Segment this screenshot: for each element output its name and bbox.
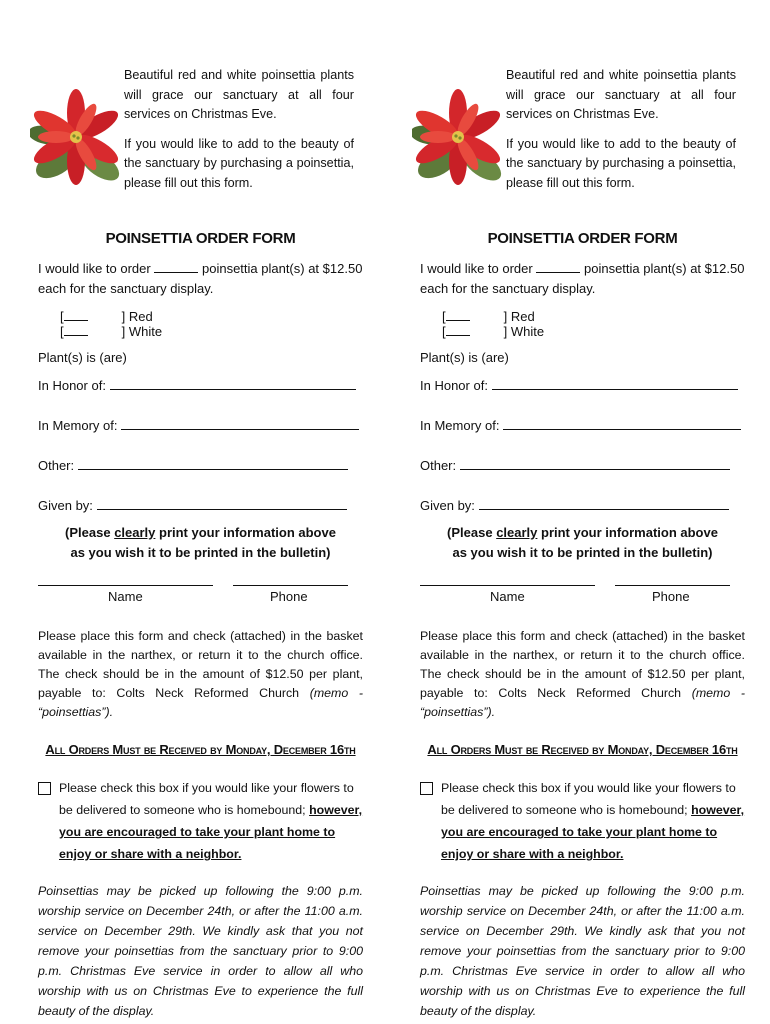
white-blank[interactable] — [64, 324, 88, 336]
instructions — [38, 627, 363, 722]
note-line-2: as you wish it to be printed in the bulletin) — [70, 545, 331, 560]
given-row — [38, 497, 363, 523]
form-header — [38, 60, 363, 208]
memory-label: In Memory of: — [420, 418, 500, 433]
honor-label: In Honor of: — [38, 378, 106, 393]
order-quantity-line — [38, 259, 363, 299]
deadline-notice: All Orders Must be Received by Monday, December 16th — [45, 742, 356, 757]
honor-label: In Honor of: — [420, 378, 488, 393]
red-label: Red — [510, 309, 535, 324]
memory-field[interactable] — [121, 417, 359, 430]
checkbox-icon[interactable] — [420, 782, 433, 795]
white-label: White — [128, 324, 163, 339]
note-prefix: (Please — [447, 525, 497, 540]
order-quantity-line — [420, 259, 745, 299]
note-suffix: print your information above — [537, 525, 718, 540]
other-row — [420, 457, 745, 497]
form-header — [420, 60, 745, 208]
homebound-option — [38, 777, 363, 865]
homebound-emphasis: however, you are encouraged to take your plant home to enjoy or share with a neighbor. — [59, 803, 363, 861]
red-choice[interactable]: [ ] Red — [442, 309, 535, 324]
honor-row — [38, 377, 363, 417]
color-choices — [60, 309, 363, 339]
intro-paragraph-2: If you would like to add to the beauty of the sanctuary by purchasing a poinsettia, please fill out this form. — [506, 136, 736, 190]
phone-label: Phone — [652, 589, 690, 604]
order-prefix: I would like to order — [420, 261, 533, 276]
phone-label: Phone — [270, 589, 308, 604]
order-form-right — [420, 60, 745, 1021]
white-label: White — [510, 324, 545, 339]
memo-text: (memo - “poinsettias”). — [38, 686, 363, 719]
poinsettia-icon — [412, 82, 504, 192]
red-label: Red — [128, 309, 153, 324]
signature-lines — [420, 585, 745, 627]
honor-field[interactable] — [110, 377, 356, 390]
pickup-info: Poinsettias may be picked up following the 9:00 p.m. worship service on December 24th, or after the 11:00 a.m. service on December 29th. We kindly ask that you not remove your poinsettias from the sanctuary prior to 9:00 p.m. Christmas Eve service in order to allow all who worship with us on Christmas Eve to experience the full beauty of the display. — [420, 884, 745, 1018]
phone-field[interactable] — [615, 585, 730, 586]
name-label: Name — [490, 589, 525, 604]
quantity-field[interactable] — [154, 260, 198, 273]
intro-text — [124, 66, 354, 203]
checkbox-icon[interactable] — [38, 782, 51, 795]
color-choices — [442, 309, 745, 339]
memory-label: In Memory of: — [38, 418, 118, 433]
note-emphasis: clearly — [496, 525, 538, 540]
memory-row — [38, 417, 363, 457]
form-title: POINSETTIA ORDER FORM — [105, 230, 296, 247]
intro-paragraph-2: If you would like to add to the beauty of the sanctuary by purchasing a poinsettia, please fill out this form. — [124, 136, 354, 190]
red-blank[interactable] — [64, 309, 88, 321]
homebound-text — [441, 777, 745, 865]
homebound-label: Please check this box if you would like your flowers to be delivered to someone who is homebound; — [59, 781, 354, 817]
memory-field[interactable] — [503, 417, 741, 430]
homebound-text — [59, 777, 363, 865]
deadline-notice: All Orders Must be Received by Monday, December 16th — [427, 742, 738, 757]
print-note — [38, 523, 363, 563]
name-field[interactable] — [38, 585, 213, 586]
given-row — [420, 497, 745, 523]
other-field[interactable] — [460, 457, 730, 470]
pickup-info: Poinsettias may be picked up following the 9:00 p.m. worship service on December 24th, or after the 11:00 a.m. service on December 29th. We kindly ask that you not remove your poinsettias from the sanctuary prior to 9:00 p.m. Christmas Eve service in order to allow all who worship with us on Christmas Eve to experience the full beauty of the display. — [38, 884, 363, 1018]
order-suffix: poinsettia plant(s) at $12.50 each for the sanctuary display. — [38, 261, 363, 296]
red-choice[interactable]: [ ] Red — [60, 309, 153, 324]
plants-label: Plant(s) is (are) — [38, 350, 127, 365]
instructions-text: Please place this form and check (attached) in the basket available in the narthex, or return it to the church office. The check should be in the amount of $12.50 per plant, payable to: Colts Neck Reformed Church — [38, 629, 363, 700]
given-label: Given by: — [38, 498, 93, 513]
intro-paragraph-1: Beautiful red and white poinsettia plants will grace our sanctuary at all four services on Christmas Eve. — [506, 68, 736, 121]
phone-field[interactable] — [233, 585, 348, 586]
other-label: Other: — [38, 458, 75, 473]
order-suffix: poinsettia plant(s) at $12.50 each for the sanctuary display. — [420, 261, 745, 296]
given-field[interactable] — [479, 497, 729, 510]
homebound-emphasis: however, you are encouraged to take your plant home to enjoy or share with a neighbor. — [441, 803, 745, 861]
intro-paragraph-1: Beautiful red and white poinsettia plants will grace our sanctuary at all four services on Christmas Eve. — [124, 68, 354, 121]
given-field[interactable] — [97, 497, 347, 510]
quantity-field[interactable] — [536, 260, 580, 273]
plants-label: Plant(s) is (are) — [420, 350, 509, 365]
honor-row — [420, 377, 745, 417]
name-label: Name — [108, 589, 143, 604]
other-field[interactable] — [78, 457, 348, 470]
white-choice[interactable]: [ ] White — [442, 324, 545, 339]
memo-text: (memo - “poinsettias”). — [420, 686, 745, 719]
note-suffix: print your information above — [155, 525, 336, 540]
instructions-text: Please place this form and check (attached) in the basket available in the narthex, or return it to the church office. The check should be in the amount of $12.50 per plant, payable to: Colts Neck Reformed Church — [420, 629, 745, 700]
note-line-2: as you wish it to be printed in the bulletin) — [452, 545, 713, 560]
red-blank[interactable] — [446, 309, 470, 321]
homebound-label: Please check this box if you would like your flowers to be delivered to someone who is homebound; — [441, 781, 736, 817]
order-form-left — [38, 60, 363, 1021]
note-prefix: (Please — [65, 525, 115, 540]
form-title: POINSETTIA ORDER FORM — [487, 230, 678, 247]
honor-field[interactable] — [492, 377, 738, 390]
white-blank[interactable] — [446, 324, 470, 336]
print-note — [420, 523, 745, 563]
instructions — [420, 627, 745, 722]
other-row — [38, 457, 363, 497]
memory-row — [420, 417, 745, 457]
given-label: Given by: — [420, 498, 475, 513]
name-field[interactable] — [420, 585, 595, 586]
signature-lines — [38, 585, 363, 627]
note-emphasis: clearly — [114, 525, 156, 540]
other-label: Other: — [420, 458, 457, 473]
white-choice[interactable]: [ ] White — [60, 324, 163, 339]
intro-text — [506, 66, 736, 203]
poinsettia-icon — [30, 82, 122, 192]
homebound-option — [420, 777, 745, 865]
order-prefix: I would like to order — [38, 261, 151, 276]
